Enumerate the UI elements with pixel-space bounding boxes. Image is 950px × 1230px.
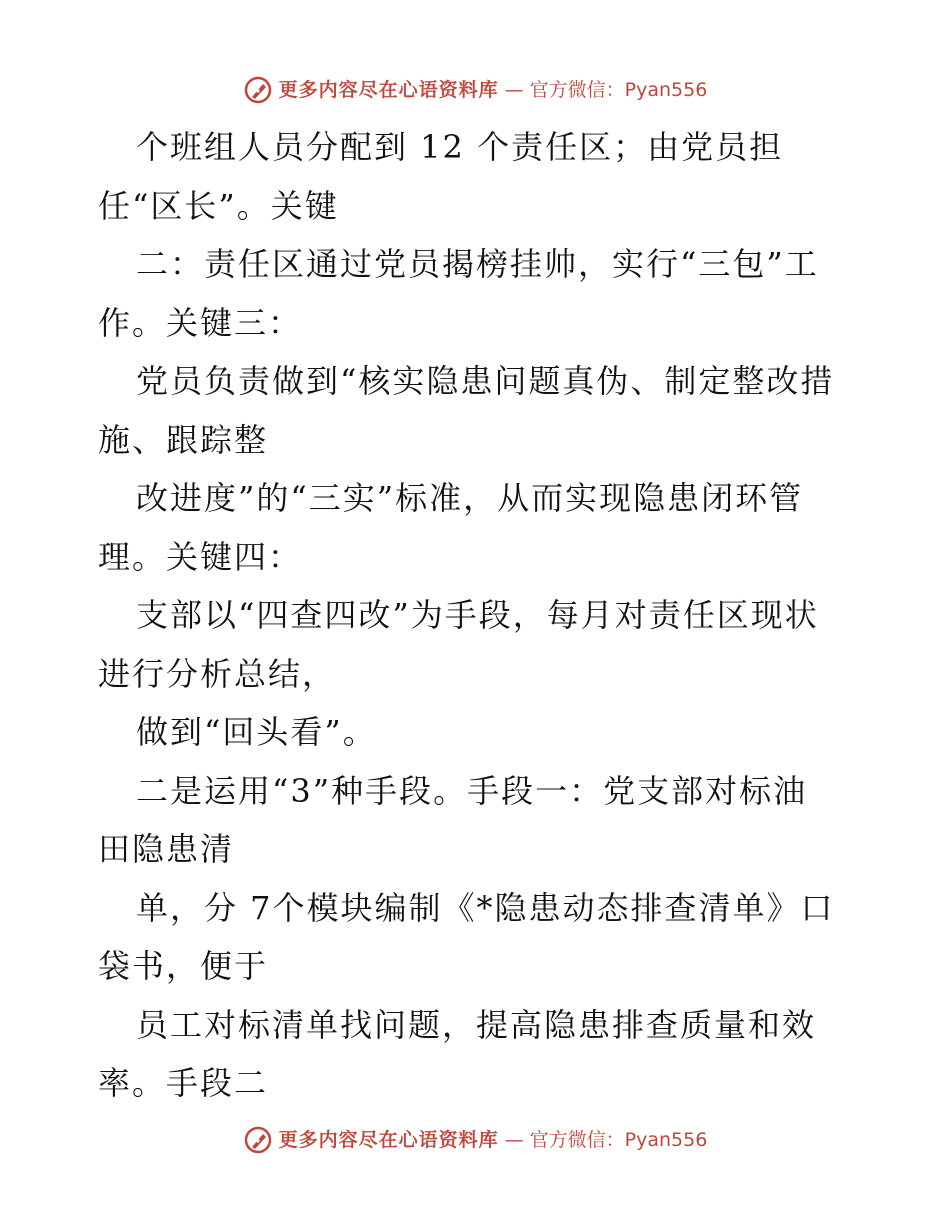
header-banner	[0, 70, 950, 110]
text-line: 二：责任区通过党员揭榜挂帅，实行“三包”工	[136, 245, 819, 283]
text-line: 田隐患清	[98, 830, 235, 868]
text-line: 改进度”的“三实”标准，从而实现隐患闭环管	[136, 479, 804, 517]
document-body	[98, 118, 858, 1113]
footer-brand-text: 更多内容尽在心语资料库	[278, 1128, 499, 1151]
text-line: 进行分析总结，	[98, 654, 337, 693]
text-line: 率。手段二	[98, 1064, 269, 1102]
text-line: 二是运用“3”种手段。手段一：党支部对标油	[136, 771, 808, 810]
text-line: 员工对标清单找问题，提高隐患排查质量和效	[136, 1005, 817, 1044]
text-line: 做到“回头看”。	[136, 713, 377, 751]
text-line: 施、跟踪整	[98, 420, 269, 459]
footer-banner	[0, 1120, 950, 1160]
header-wechat-text: 官方微信：Pyan556	[529, 78, 708, 101]
text-line: 个班组人员分配到 12 个责任区；由党员担	[136, 128, 784, 166]
pen-logo-icon	[243, 1125, 273, 1155]
text-line: 作。关键三：	[98, 303, 303, 342]
footer-wechat-text: 官方微信：Pyan556	[529, 1128, 708, 1151]
header-brand-text: 更多内容尽在心语资料库	[278, 78, 499, 101]
text-line: 党员负责做到“核实隐患问题真伪、制定整改措	[136, 362, 835, 400]
text-line: 袋书，便于	[98, 947, 269, 985]
text-line: 支部以“四查四改”为手段，每月对责任区现状	[136, 596, 819, 634]
header-dash: —	[504, 78, 524, 101]
text-line: 单，分 7个模块编制《*隐患动态排查清单》口	[136, 888, 835, 927]
footer-dash: —	[504, 1128, 524, 1151]
pen-logo-icon	[243, 75, 273, 105]
text-line: 任“区长”。关键	[98, 186, 339, 225]
text-line: 理。关键四：	[98, 537, 303, 576]
